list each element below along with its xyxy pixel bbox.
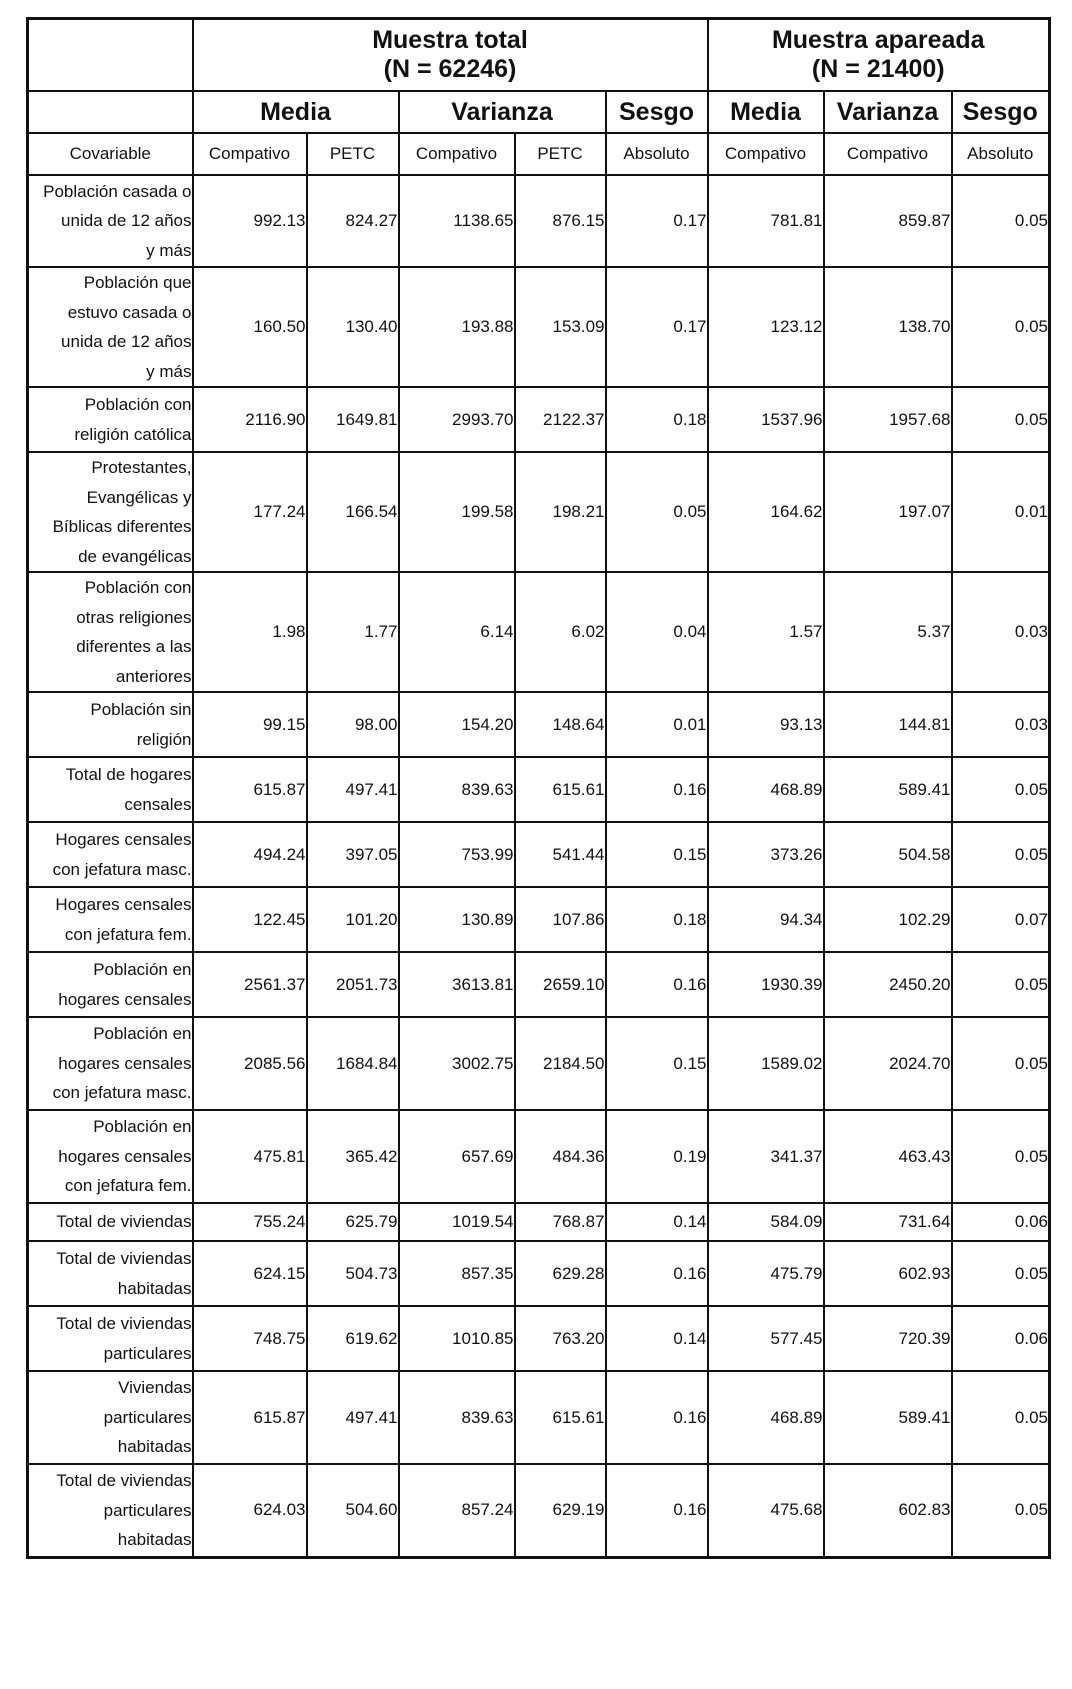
value-cell: 164.62 bbox=[708, 452, 824, 572]
header-media-apareada: Media bbox=[708, 91, 824, 133]
value-cell: 753.99 bbox=[399, 822, 515, 887]
value-cell: 99.15 bbox=[193, 692, 307, 757]
covariable-label-line: con jefatura fem. bbox=[64, 1176, 192, 1196]
value-cell: 541.44 bbox=[515, 822, 606, 887]
value-cell: 731.64 bbox=[824, 1203, 952, 1241]
value-cell: 0.15 bbox=[606, 1017, 708, 1110]
value-cell: 768.87 bbox=[515, 1203, 606, 1241]
covariable-label-line: censales bbox=[124, 794, 192, 814]
sub-header: Absoluto bbox=[952, 133, 1050, 175]
value-cell: 397.05 bbox=[307, 822, 399, 887]
value-cell: 6.02 bbox=[515, 572, 606, 692]
value-cell: 839.63 bbox=[399, 1371, 515, 1464]
table-row bbox=[28, 1464, 1050, 1557]
covariable-label bbox=[28, 1371, 193, 1464]
value-cell: 0.19 bbox=[606, 1110, 708, 1203]
muestra-total-n: (N = 62246) bbox=[383, 55, 517, 83]
covariable-label-line: diferentes a las bbox=[76, 637, 192, 656]
header-media-total: Media bbox=[193, 91, 399, 133]
value-cell: 1.77 bbox=[307, 572, 399, 692]
value-cell: 198.21 bbox=[515, 452, 606, 572]
value-cell: 122.45 bbox=[193, 887, 307, 952]
value-cell: 160.50 bbox=[193, 267, 307, 387]
value-cell: 0.04 bbox=[606, 572, 708, 692]
table-row bbox=[28, 757, 1050, 822]
value-cell: 0.15 bbox=[606, 822, 708, 887]
value-cell: 2993.70 bbox=[399, 387, 515, 452]
covariable-label-line: con jefatura masc. bbox=[52, 859, 192, 879]
covariable-label-line: Población casada o bbox=[43, 181, 192, 201]
covariable-label-line: Hogares censales bbox=[55, 895, 192, 914]
covariable-label bbox=[28, 757, 193, 822]
value-cell: 130.89 bbox=[399, 887, 515, 952]
covariable-label-line: otras religiones bbox=[76, 607, 192, 627]
value-cell: 2184.50 bbox=[515, 1017, 606, 1110]
value-cell: 0.16 bbox=[606, 1464, 708, 1557]
value-cell: 98.00 bbox=[307, 692, 399, 757]
value-cell: 2051.73 bbox=[307, 952, 399, 1017]
value-cell: 1010.85 bbox=[399, 1306, 515, 1371]
value-cell: 1019.54 bbox=[399, 1203, 515, 1241]
table-row bbox=[28, 692, 1050, 757]
covariable-label-line: Población en bbox=[93, 1024, 192, 1044]
value-cell: 0.05 bbox=[952, 175, 1050, 267]
value-cell: 589.41 bbox=[824, 1371, 952, 1464]
value-cell: 615.87 bbox=[193, 1371, 307, 1464]
value-cell: 781.81 bbox=[708, 175, 824, 267]
value-cell: 373.26 bbox=[708, 822, 824, 887]
value-cell: 1957.68 bbox=[824, 387, 952, 452]
covariable-label-line: Evangélicas y bbox=[86, 487, 192, 507]
covariable-label-line: Total de viviendas bbox=[56, 1212, 192, 1232]
table-row bbox=[28, 952, 1050, 1017]
covariable-label-line: Total de viviendas bbox=[56, 1249, 192, 1268]
value-cell: 2450.20 bbox=[824, 952, 952, 1017]
table-row bbox=[28, 1241, 1050, 1306]
value-cell: 0.14 bbox=[606, 1203, 708, 1241]
value-cell: 1649.81 bbox=[307, 387, 399, 452]
value-cell: 463.43 bbox=[824, 1110, 952, 1203]
value-cell: 1.98 bbox=[193, 572, 307, 692]
value-cell: 0.18 bbox=[606, 387, 708, 452]
table-container bbox=[26, 17, 1051, 1559]
covariable-label-line: Viviendas bbox=[118, 1378, 192, 1398]
value-cell: 755.24 bbox=[193, 1203, 307, 1241]
covariable-label-line: unida de 12 años bbox=[61, 211, 192, 231]
sub-header: PETC bbox=[307, 133, 399, 175]
covariable-label bbox=[28, 1110, 193, 1203]
covariable-label-line: y más bbox=[146, 240, 192, 260]
covariable-label-line: religión católica bbox=[74, 424, 192, 444]
header-covariable: Covariable bbox=[28, 133, 193, 175]
covariable-label-line: Población sin bbox=[90, 700, 192, 719]
value-cell: 1.57 bbox=[708, 572, 824, 692]
header-sesgo-apareada: Sesgo bbox=[952, 91, 1050, 133]
value-cell: 629.19 bbox=[515, 1464, 606, 1557]
value-cell: 148.64 bbox=[515, 692, 606, 757]
value-cell: 107.86 bbox=[515, 887, 606, 952]
value-cell: 497.41 bbox=[307, 757, 399, 822]
table-row bbox=[28, 887, 1050, 952]
covariable-label-line: habitadas bbox=[117, 1530, 192, 1549]
value-cell: 1537.96 bbox=[708, 387, 824, 452]
value-cell: 2122.37 bbox=[515, 387, 606, 452]
covariable-label-line: con jefatura fem. bbox=[64, 924, 192, 944]
value-cell: 2116.90 bbox=[193, 387, 307, 452]
value-cell: 0.01 bbox=[606, 692, 708, 757]
value-cell: 93.13 bbox=[708, 692, 824, 757]
table-row bbox=[28, 1110, 1050, 1203]
covariable-label-line: Total de hogares bbox=[65, 765, 192, 784]
muestra-total-title: Muestra total bbox=[372, 26, 528, 55]
table-row bbox=[28, 387, 1050, 452]
value-cell: 824.27 bbox=[307, 175, 399, 267]
value-cell: 365.42 bbox=[307, 1110, 399, 1203]
covariable-label-line: Población en bbox=[93, 960, 192, 979]
covariable-label bbox=[28, 1203, 193, 1241]
sub-header: Compativo bbox=[824, 133, 952, 175]
value-cell: 0.06 bbox=[952, 1306, 1050, 1371]
value-cell: 720.39 bbox=[824, 1306, 952, 1371]
value-cell: 1138.65 bbox=[399, 175, 515, 267]
sub-header: Compativo bbox=[193, 133, 307, 175]
value-cell: 0.18 bbox=[606, 887, 708, 952]
value-cell: 0.05 bbox=[606, 452, 708, 572]
value-cell: 0.05 bbox=[952, 822, 1050, 887]
header-row-stats bbox=[28, 91, 1050, 133]
table-row bbox=[28, 1306, 1050, 1371]
covariable-label bbox=[28, 1241, 193, 1306]
covariable-label-line: de evangélicas bbox=[78, 546, 192, 566]
sub-header: Compativo bbox=[399, 133, 515, 175]
covariable-label bbox=[28, 822, 193, 887]
value-cell: 0.16 bbox=[606, 1241, 708, 1306]
header-blank bbox=[28, 91, 193, 133]
value-cell: 0.05 bbox=[952, 1241, 1050, 1306]
covariable-label bbox=[28, 1306, 193, 1371]
sub-header: PETC bbox=[515, 133, 606, 175]
value-cell: 0.16 bbox=[606, 952, 708, 1017]
value-cell: 123.12 bbox=[708, 267, 824, 387]
covariable-label-line: hogares censales bbox=[58, 1146, 192, 1166]
table-row bbox=[28, 1017, 1050, 1110]
value-cell: 102.29 bbox=[824, 887, 952, 952]
covariable-label-line: particulares bbox=[103, 1407, 192, 1427]
covariable-label-line: Población que bbox=[83, 273, 192, 292]
covariable-label bbox=[28, 692, 193, 757]
covariable-label bbox=[28, 572, 193, 692]
value-cell: 197.07 bbox=[824, 452, 952, 572]
value-cell: 153.09 bbox=[515, 267, 606, 387]
value-cell: 0.01 bbox=[952, 452, 1050, 572]
value-cell: 857.24 bbox=[399, 1464, 515, 1557]
value-cell: 859.87 bbox=[824, 175, 952, 267]
table-row bbox=[28, 452, 1050, 572]
covariable-label bbox=[28, 1464, 193, 1557]
value-cell: 166.54 bbox=[307, 452, 399, 572]
value-cell: 619.62 bbox=[307, 1306, 399, 1371]
value-cell: 0.17 bbox=[606, 175, 708, 267]
covariable-label-line: Población en bbox=[93, 1117, 192, 1137]
data-table bbox=[26, 17, 1051, 1559]
muestra-apareada-title: Muestra apareada bbox=[771, 26, 985, 55]
covariable-label-line: particulares bbox=[103, 1343, 192, 1363]
value-cell: 0.17 bbox=[606, 267, 708, 387]
value-cell: 615.61 bbox=[515, 1371, 606, 1464]
value-cell: 494.24 bbox=[193, 822, 307, 887]
value-cell: 748.75 bbox=[193, 1306, 307, 1371]
value-cell: 0.05 bbox=[952, 757, 1050, 822]
value-cell: 484.36 bbox=[515, 1110, 606, 1203]
value-cell: 468.89 bbox=[708, 1371, 824, 1464]
value-cell: 475.79 bbox=[708, 1241, 824, 1306]
covariable-label-line: Total de viviendas bbox=[56, 1471, 192, 1490]
covariable-label-line: particulares bbox=[103, 1500, 192, 1520]
value-cell: 0.03 bbox=[952, 572, 1050, 692]
value-cell: 0.05 bbox=[952, 1110, 1050, 1203]
covariable-label-line: Total de viviendas bbox=[56, 1314, 192, 1333]
header-sesgo-total: Sesgo bbox=[606, 91, 708, 133]
covariable-label bbox=[28, 452, 193, 572]
covariable-label-line: hogares censales bbox=[58, 1053, 192, 1073]
value-cell: 3002.75 bbox=[399, 1017, 515, 1110]
value-cell: 839.63 bbox=[399, 757, 515, 822]
table-row bbox=[28, 572, 1050, 692]
table-body bbox=[28, 175, 1050, 1557]
value-cell: 657.69 bbox=[399, 1110, 515, 1203]
header-varianza-total: Varianza bbox=[399, 91, 606, 133]
covariable-label-line: habitadas bbox=[117, 1437, 192, 1457]
covariable-label bbox=[28, 175, 193, 267]
value-cell: 0.05 bbox=[952, 1464, 1050, 1557]
value-cell: 2561.37 bbox=[193, 952, 307, 1017]
value-cell: 504.73 bbox=[307, 1241, 399, 1306]
value-cell: 0.05 bbox=[952, 952, 1050, 1017]
value-cell: 1930.39 bbox=[708, 952, 824, 1017]
value-cell: 602.93 bbox=[824, 1241, 952, 1306]
value-cell: 0.07 bbox=[952, 887, 1050, 952]
covariable-label-line: y más bbox=[146, 361, 192, 381]
table-row bbox=[28, 1203, 1050, 1241]
value-cell: 0.05 bbox=[952, 1017, 1050, 1110]
covariable-label bbox=[28, 887, 193, 952]
value-cell: 0.05 bbox=[952, 387, 1050, 452]
value-cell: 130.40 bbox=[307, 267, 399, 387]
covariable-label bbox=[28, 267, 193, 387]
value-cell: 2085.56 bbox=[193, 1017, 307, 1110]
value-cell: 0.14 bbox=[606, 1306, 708, 1371]
value-cell: 193.88 bbox=[399, 267, 515, 387]
value-cell: 624.15 bbox=[193, 1241, 307, 1306]
value-cell: 475.81 bbox=[193, 1110, 307, 1203]
value-cell: 602.83 bbox=[824, 1464, 952, 1557]
value-cell: 589.41 bbox=[824, 757, 952, 822]
value-cell: 497.41 bbox=[307, 1371, 399, 1464]
header-varianza-apareada: Varianza bbox=[824, 91, 952, 133]
value-cell: 624.03 bbox=[193, 1464, 307, 1557]
value-cell: 857.35 bbox=[399, 1241, 515, 1306]
value-cell: 615.87 bbox=[193, 757, 307, 822]
value-cell: 0.16 bbox=[606, 757, 708, 822]
value-cell: 101.20 bbox=[307, 887, 399, 952]
value-cell: 138.70 bbox=[824, 267, 952, 387]
value-cell: 625.79 bbox=[307, 1203, 399, 1241]
muestra-apareada-n: (N = 21400) bbox=[811, 55, 945, 83]
covariable-label-line: Población con bbox=[84, 578, 192, 597]
value-cell: 629.28 bbox=[515, 1241, 606, 1306]
value-cell: 144.81 bbox=[824, 692, 952, 757]
value-cell: 504.58 bbox=[824, 822, 952, 887]
value-cell: 6.14 bbox=[399, 572, 515, 692]
covariable-label-line: Bíblicas diferentes bbox=[52, 517, 192, 536]
value-cell: 177.24 bbox=[193, 452, 307, 572]
value-cell: 468.89 bbox=[708, 757, 824, 822]
value-cell: 154.20 bbox=[399, 692, 515, 757]
covariable-label-line: habitadas bbox=[117, 1278, 192, 1298]
value-cell: 475.68 bbox=[708, 1464, 824, 1557]
value-cell: 2024.70 bbox=[824, 1017, 952, 1110]
value-cell: 341.37 bbox=[708, 1110, 824, 1203]
value-cell: 876.15 bbox=[515, 175, 606, 267]
header-muestra-apareada bbox=[708, 19, 1050, 92]
value-cell: 0.06 bbox=[952, 1203, 1050, 1241]
header-row-sub bbox=[28, 133, 1050, 175]
covariable-label-line: Población con bbox=[84, 395, 192, 414]
covariable-label-line: religión bbox=[136, 729, 192, 749]
covariable-label bbox=[28, 387, 193, 452]
covariable-label-line: estuvo casada o bbox=[67, 302, 192, 322]
value-cell: 992.13 bbox=[193, 175, 307, 267]
covariable-label bbox=[28, 1017, 193, 1110]
covariable-label-line: Hogares censales bbox=[55, 830, 192, 849]
value-cell: 2659.10 bbox=[515, 952, 606, 1017]
table-row bbox=[28, 267, 1050, 387]
value-cell: 199.58 bbox=[399, 452, 515, 572]
value-cell: 0.05 bbox=[952, 267, 1050, 387]
value-cell: 504.60 bbox=[307, 1464, 399, 1557]
sub-header: Absoluto bbox=[606, 133, 708, 175]
value-cell: 5.37 bbox=[824, 572, 952, 692]
value-cell: 3613.81 bbox=[399, 952, 515, 1017]
value-cell: 0.16 bbox=[606, 1371, 708, 1464]
covariable-label-line: anteriores bbox=[115, 666, 192, 686]
covariable-label-line: Protestantes, bbox=[91, 458, 192, 477]
covariable-label-line: hogares censales bbox=[58, 989, 192, 1009]
table-row bbox=[28, 822, 1050, 887]
value-cell: 763.20 bbox=[515, 1306, 606, 1371]
covariable-label bbox=[28, 952, 193, 1017]
value-cell: 0.05 bbox=[952, 1371, 1050, 1464]
value-cell: 577.45 bbox=[708, 1306, 824, 1371]
value-cell: 1684.84 bbox=[307, 1017, 399, 1110]
value-cell: 1589.02 bbox=[708, 1017, 824, 1110]
table-row bbox=[28, 175, 1050, 267]
sub-header: Compativo bbox=[708, 133, 824, 175]
value-cell: 94.34 bbox=[708, 887, 824, 952]
header-corner bbox=[28, 19, 193, 92]
header-muestra-total bbox=[193, 19, 708, 92]
table-row bbox=[28, 1371, 1050, 1464]
covariable-label-line: unida de 12 años bbox=[61, 332, 192, 351]
header-row-groups bbox=[28, 19, 1050, 92]
value-cell: 584.09 bbox=[708, 1203, 824, 1241]
value-cell: 0.03 bbox=[952, 692, 1050, 757]
value-cell: 615.61 bbox=[515, 757, 606, 822]
covariable-label-line: con jefatura masc. bbox=[52, 1083, 192, 1103]
